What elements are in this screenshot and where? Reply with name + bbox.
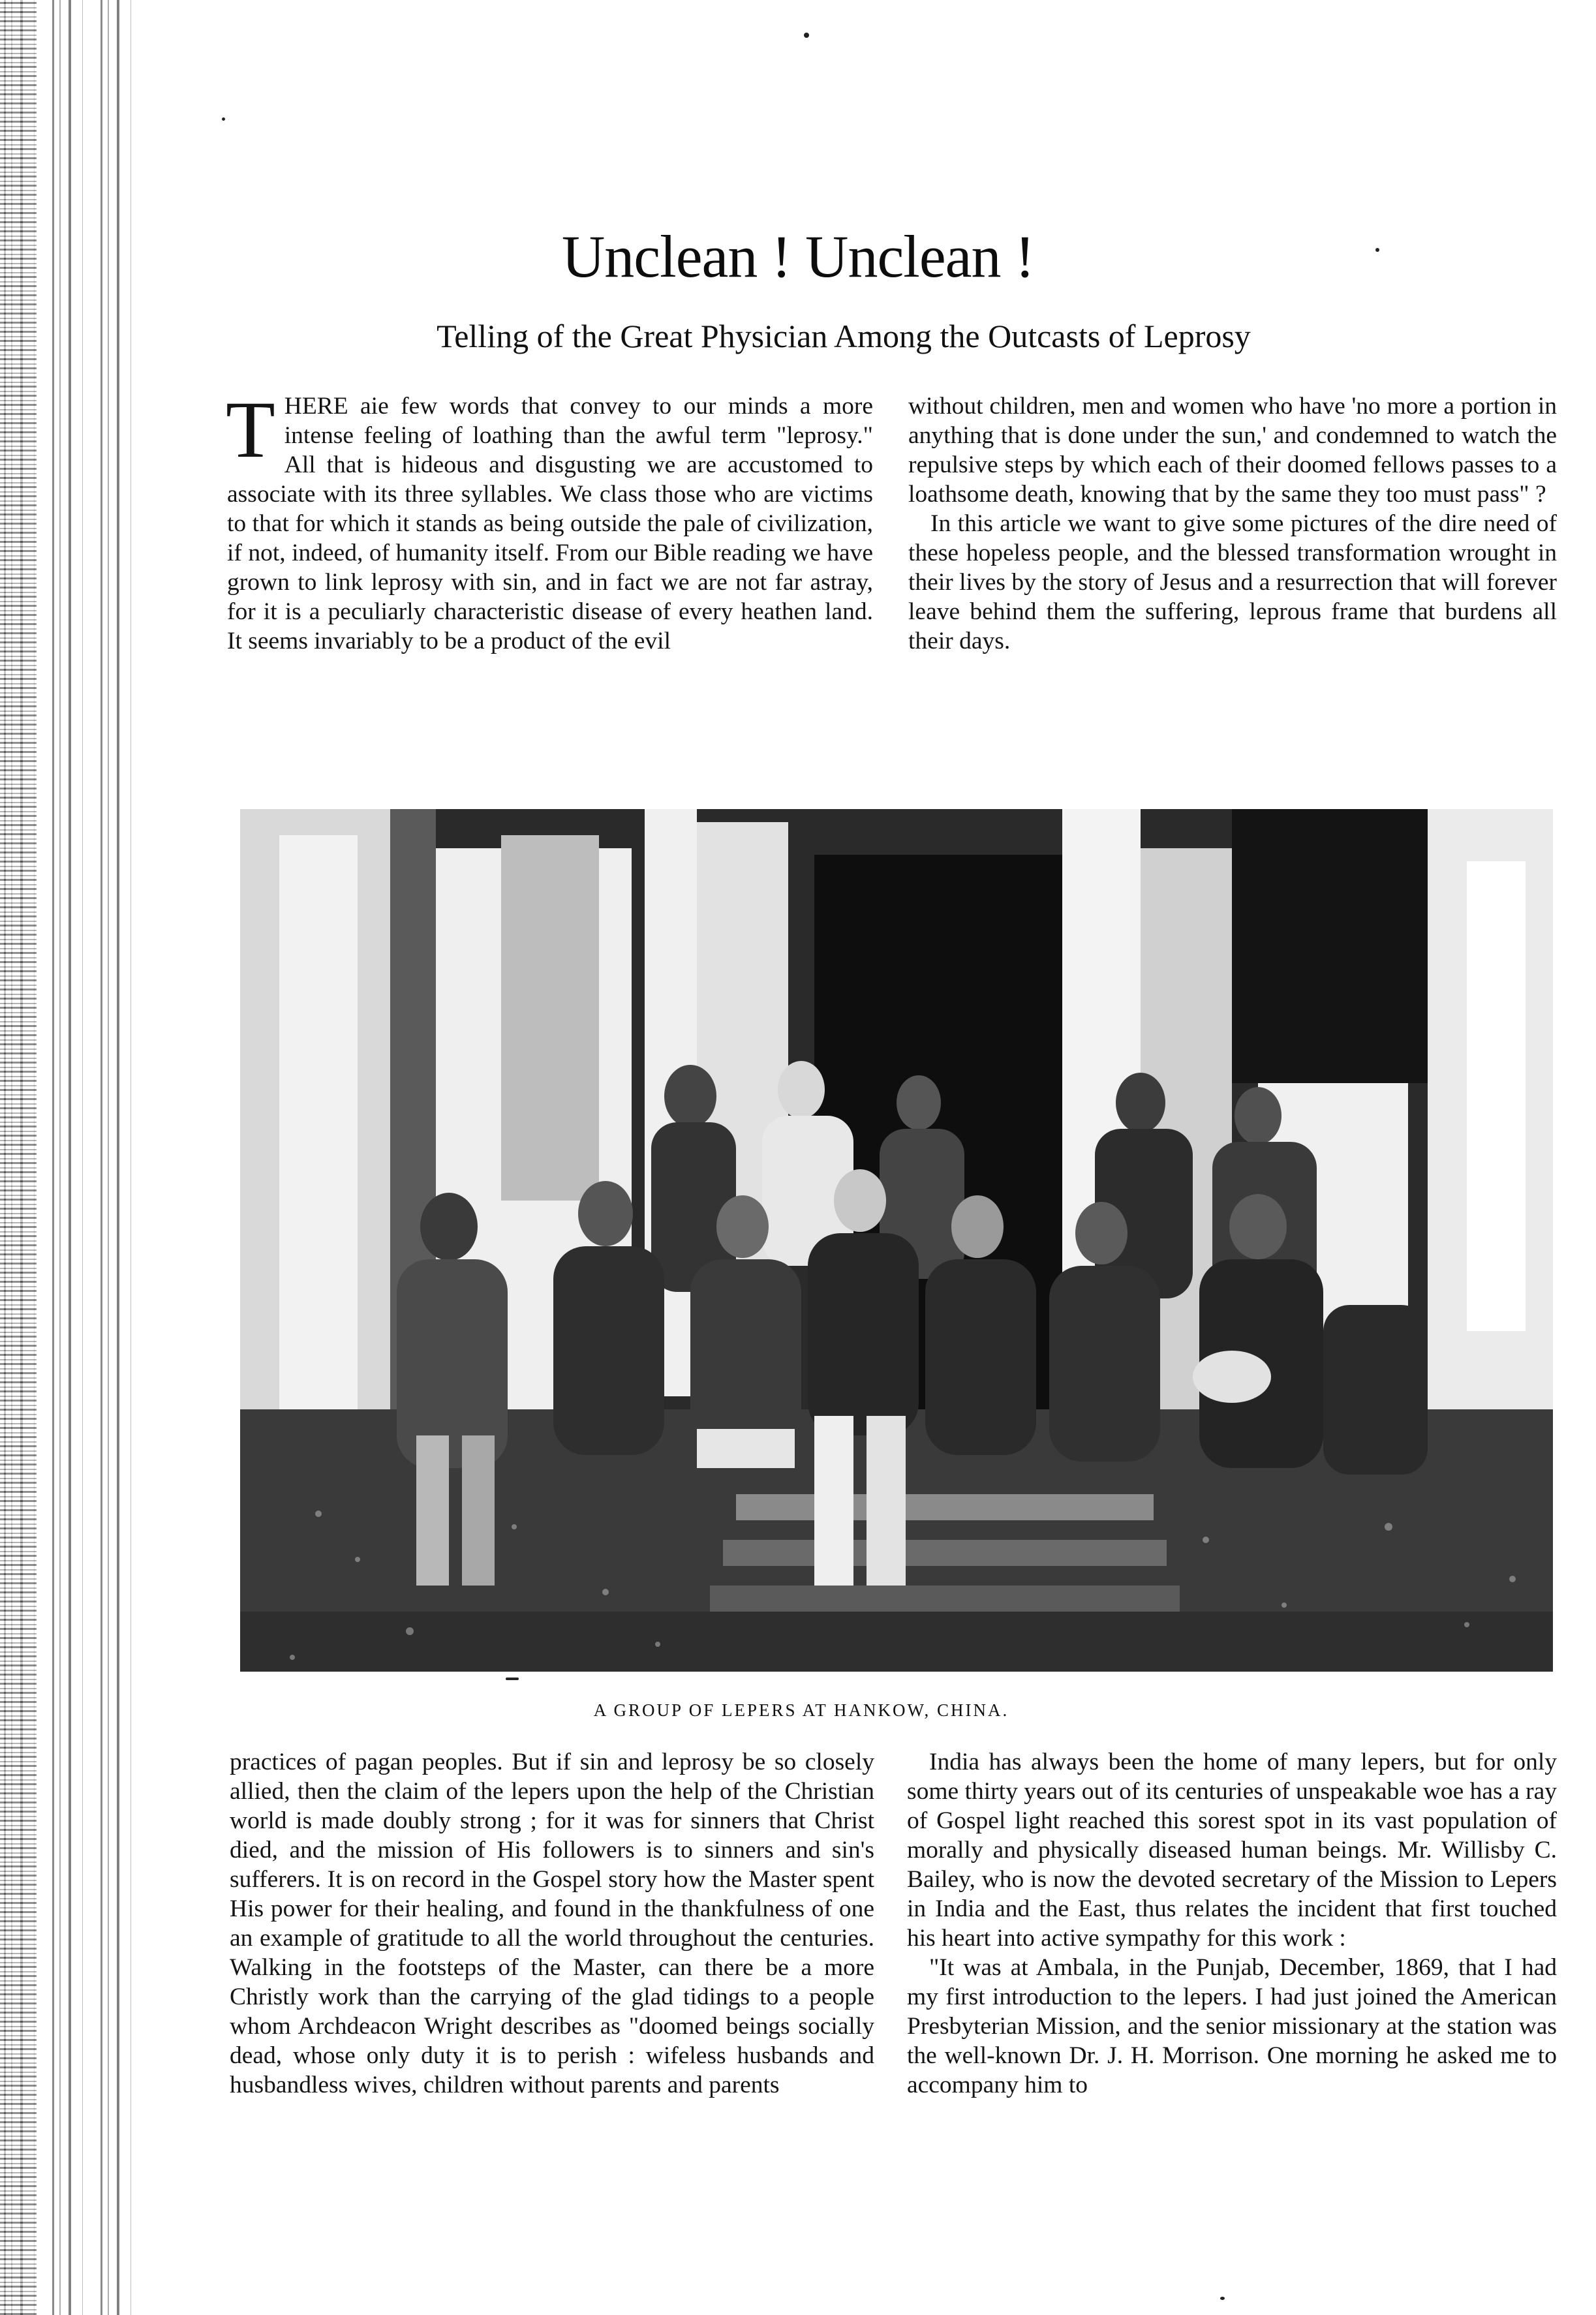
- drop-cap: T: [226, 385, 275, 474]
- scan-speck: [1220, 2297, 1225, 2300]
- article-title: Unclean ! Unclean !: [561, 223, 1035, 290]
- scan-speck: [506, 1678, 519, 1680]
- paragraph: In this article we want to give some pictures of the dire need of these hopeless people, and the blessed transformation wrought in their lives by the story of Jesus and a resurrection that will forever leave behind them the suffering, leprous frame that burdens all their days.: [908, 510, 1557, 654]
- text-column-3: [230, 1747, 874, 2100]
- paragraph-intro: [226, 385, 873, 656]
- paragraph: "It was at Ambala, in the Punjab, December, 1869, that I had my first introduction to the lepers. I had just joined the American Presbyterian Mission, and the senior missionary at the station was the well-known Dr. J. H. Morrison. One morning he asked me to accompany him to: [907, 1954, 1557, 2098]
- article-subtitle: Telling of the Great Physician Among the Outcasts of Leprosy: [437, 318, 1251, 354]
- paragraph: practices of pagan peoples. But if sin and leprosy be so closely allied, then the claim of the lepers upon the help of the Christian world is made doubly strong ; for it was for sinners that Christ died, and the mission of His followers is to sinners and sin's sufferers. It is on record in the Gospel story how the Master spent His power for their healing, and found in the thankfulness of one an example of gratitude to all the world throughout the centuries. Walking in the footsteps of the Master, can there be a more Christly work than the carrying of the glad tidings to a people whom Archdeacon Wright describes as "doomed beings socially dead, whose only duty it is to perish : wifeless husbands and husbandless wives, children without parents and parents: [230, 1749, 874, 2098]
- text-column-1: [226, 385, 873, 656]
- paragraph: India has always been the home of many lepers, but for only some thirty years out of its centuries of unspeakable woe has a ray of Gospel light reached this sorest spot in its vast population of morally and physically diseased human beings. Mr. Willisby C. Bailey, who is now the devoted secretary of the Mission to Lepers in India and the East, thus relates the incident that first touched his heart into active sympathy for this work :: [907, 1749, 1557, 1952]
- scan-speck: [804, 33, 809, 38]
- paragraph: without children, men and women who have 'no more a portion in anything that is done under the sun,' and condemned to watch the repulsive steps by which each of their doomed fellows passes to a loathsome death, knowing that by the same they too must pass" ?: [908, 393, 1557, 508]
- photograph-lepers-group: [240, 809, 1553, 1672]
- paragraph-intro-text: HERE aie few words that convey to our minds a more intense feeling of loathing than the awful term "leprosy." All that is hideous and disgusting we are accustomed to associate with its three syllables. We class those who are victims to that for which it stands as being outside the pale of civilization, if not, indeed, of humanity itself. From our Bible reading we have grown to link leprosy with sin, and in fact we are not far astray, for it is a peculiarly characteristic disease of every heathen land. It seems invariably to be a product of the evil: [227, 393, 873, 654]
- text-column-4: [907, 1747, 1557, 2100]
- photo-illustration: [240, 809, 1553, 1672]
- text-column-2: [908, 391, 1557, 656]
- photo-caption: A GROUP OF LEPERS AT HANKOW, CHINA.: [593, 1700, 1009, 1720]
- scan-speck: [222, 117, 225, 121]
- scan-speck: [1375, 248, 1379, 252]
